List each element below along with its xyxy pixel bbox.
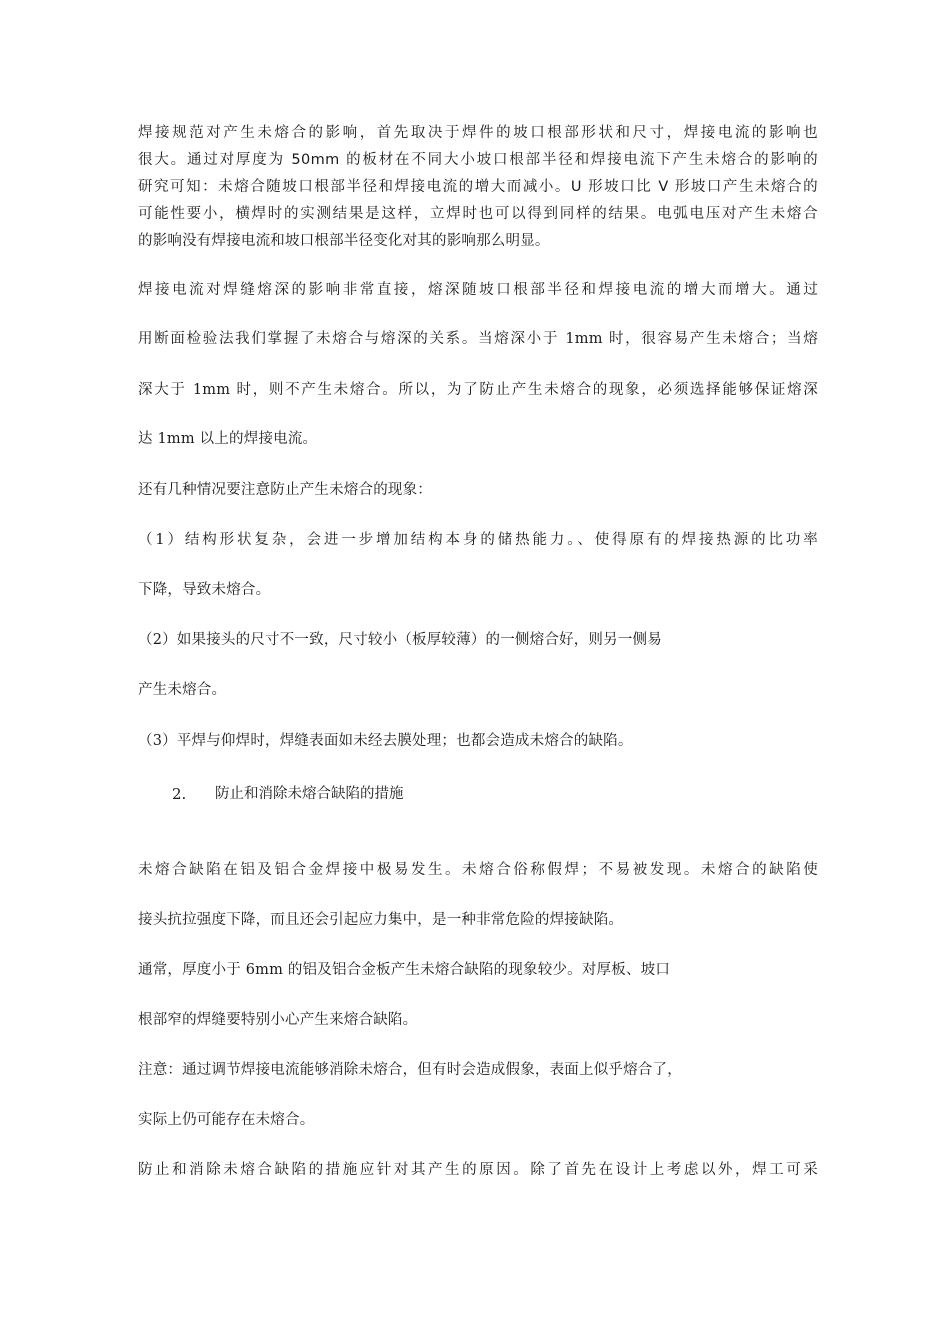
section-number: 2.: [172, 785, 187, 803]
list-item-2-line-2: 产生未熔合。: [138, 682, 227, 698]
paragraph-6-line-1: 注意：通过调节焊接电流能够消除未熔合，但有时会造成假象，表面上似乎熔合了，: [138, 1062, 682, 1078]
list-item-1-line-2: 下降，导致未熔合。: [138, 582, 271, 598]
paragraph-2-line-2: 用断面检验法我们掌握了未熔合与熔深的关系。当熔深小于 1mm 时，很容易产生未熔合；当熔: [138, 331, 818, 347]
paragraph-7-line-1: 防止和消除未熔合缺陷的措施应针对其产生的原因。除了首先在设计上考虑以外，焊工可采: [138, 1162, 818, 1178]
paragraph-2-line-1: 焊接电流对焊缝熔深的影响非常直接，熔深随坡口根部半径和焊接电流的增大而增大。通过: [138, 282, 818, 298]
paragraph-1-line-2: 很大。通过对厚度为 50mm 的板材在不同大小坡口根部半径和焊接电流下产生未熔合的影响的: [138, 152, 818, 168]
paragraph-4-line-1: 未熔合缺陷在铝及铝合金焊接中极易发生。未熔合俗称假焊；不易被发现。未熔合的缺陷使: [138, 862, 818, 878]
list-item-3: （3）平焊与仰焊时，焊缝表面如未经去膜处理；也都会造成未熔合的缺陷。: [138, 733, 633, 749]
paragraph-1-line-1: 焊接规范对产生未熔合的影响，首先取决于焊件的坡口根部形状和尺寸，焊接电流的影响也: [138, 125, 818, 141]
paragraph-4-line-2: 接头抗拉强度下降，而且还会引起应力集中，是一种非常危险的焊接缺陷。: [138, 912, 624, 928]
paragraph-2-line-3: 深大于 1mm 时，则不产生未熔合。所以，为了防止产生未熔合的现象，必须选择能够保证熔深: [138, 382, 818, 398]
paragraph-1-line-4: 可能性要小，横焊时的实测结果是这样，立焊时也可以得到同样的结果。电弧电压对产生未熔合: [138, 206, 818, 222]
paragraph-5-line-2: 根部窄的焊缝要特别小心产生来熔合缺陷。: [138, 1012, 418, 1028]
list-item-1-line-1: （1）结构形状复杂，会进一步增加结构本身的储热能力。、使得原有的焊接热源的比功率: [138, 532, 818, 548]
paragraph-6-line-2: 实际上仍可能存在未熔合。: [138, 1112, 315, 1128]
paragraph-2-line-4: 达 1mm 以上的焊接电流。: [138, 431, 318, 447]
paragraph-3: 还有几种情况要注意防止产生未熔合的现象：: [138, 482, 432, 498]
section-heading: 防止和消除未熔合缺陷的措施: [215, 786, 404, 802]
paragraph-5-line-1: 通常，厚度小于 6mm 的铝及铝合金板产生未熔合缺陷的现象较少。对厚板、坡口: [138, 962, 671, 978]
list-item-2-line-1: （2）如果接头的尺寸不一致，尺寸较小（板厚较薄）的一侧熔合好，则另一侧易: [138, 632, 662, 648]
paragraph-1-line-5: 的影响没有焊接电流和坡口根部半径变化对其的影响那么明显。: [138, 233, 550, 249]
paragraph-1-line-3: 研究可知：未熔合随坡口根部半径和焊接电流的增大而减小。U 形坡口比 V 形坡口产生未熔合的: [138, 179, 818, 195]
